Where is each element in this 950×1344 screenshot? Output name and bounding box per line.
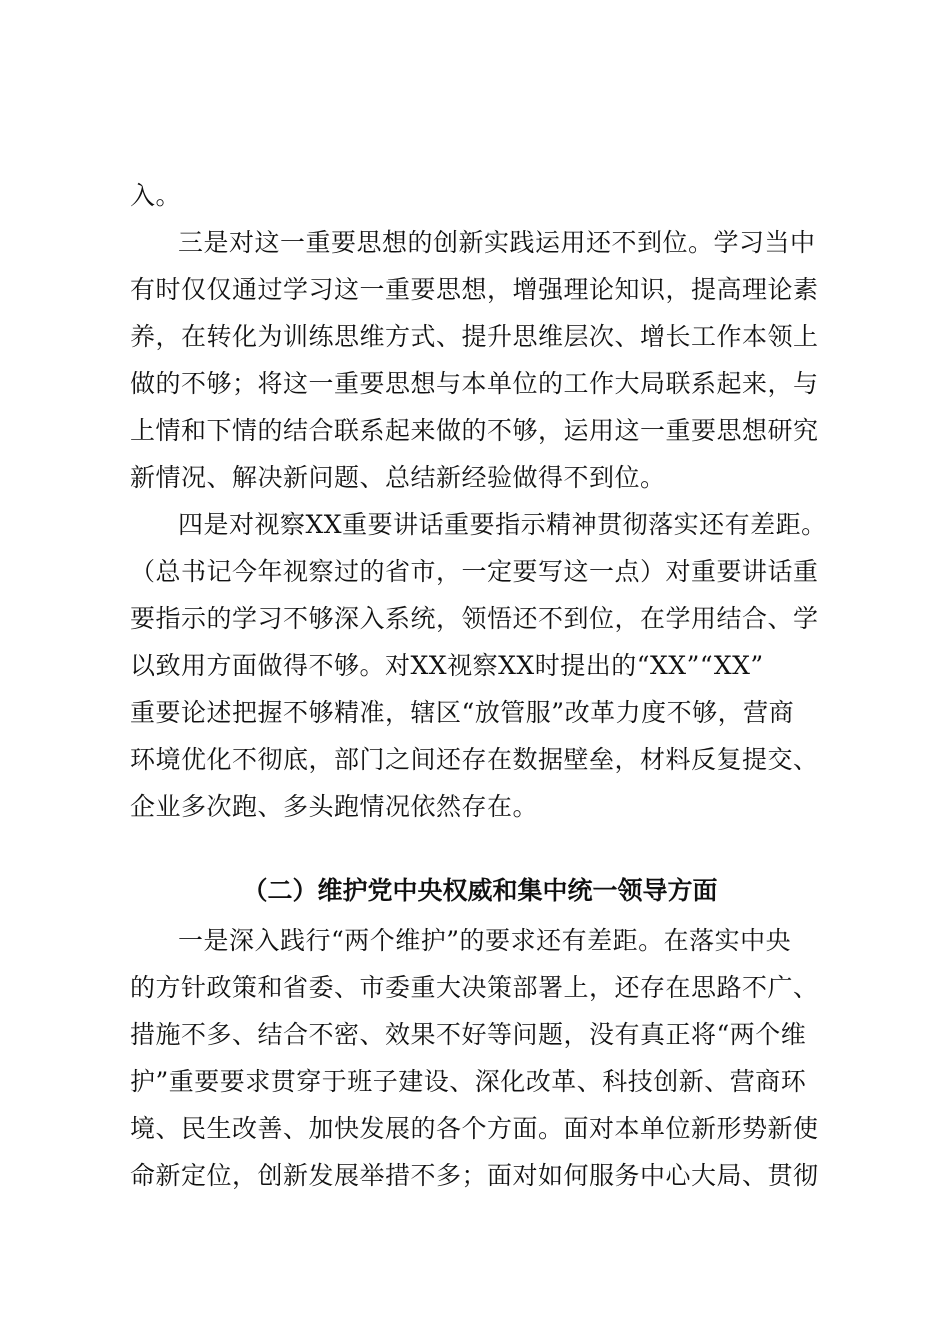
text-line: 境、民生改善、加快发展的各个方面。面对本单位新形势新使	[130, 1114, 819, 1143]
text-line: 护”重要要求贯穿于班子建设、深化改革、科技创新、营商环	[130, 1067, 807, 1096]
text-line: 企业多次跑、多头跑情况依然存在。	[130, 792, 539, 821]
text-line: 养，在转化为训练思维方式、提升思维层次、增长工作本领上	[130, 322, 819, 351]
text-line: 重要论述把握不够精准，辖区“放管服”改革力度不够，营商	[130, 698, 795, 727]
text-line: 环境优化不彻底，部门之间还存在数据壁垒，材料反复提交、	[130, 745, 819, 774]
text-line: 三是对这一重要思想的创新实践运用还不到位。学习当中	[178, 228, 816, 257]
text-line: 四是对视察XX重要讲话重要指示精神贯彻落实还有差距。	[178, 510, 827, 539]
text-line: 有时仅仅通过学习这一重要思想，增强理论知识，提高理论素	[130, 275, 819, 304]
text-line: 做的不够；将这一重要思想与本单位的工作大局联系起来，与	[130, 369, 819, 398]
text-line: （总书记今年视察过的省市，一定要写这一点）对重要讲话重	[130, 557, 819, 586]
text-line: 新情况、解决新问题、总结新经验做得不到位。	[130, 463, 666, 492]
text-line: 措施不多、结合不密、效果不好等问题，没有真正将“两个维	[130, 1020, 807, 1049]
text-line: 的方针政策和省委、市委重大决策部署上，还存在思路不广、	[130, 973, 819, 1002]
text-line: 一是深入践行“两个维护”的要求还有差距。在落实中央	[178, 926, 792, 955]
text-line: 要指示的学习不够深入系统，领悟还不到位，在学用结合、学	[130, 604, 819, 633]
text-line: 入。	[130, 181, 182, 210]
text-line: 以致用方面做得不够。对XX视察XX时提出的“XX”“XX”	[130, 651, 764, 680]
text-line: 命新定位，创新发展举措不多；面对如何服务中心大局、贯彻	[130, 1161, 819, 1190]
section-heading: （二）维护党中央权威和集中统一领导方面	[242, 876, 718, 905]
text-line: 上情和下情的结合联系起来做的不够，运用这一重要思想研究	[130, 416, 819, 445]
